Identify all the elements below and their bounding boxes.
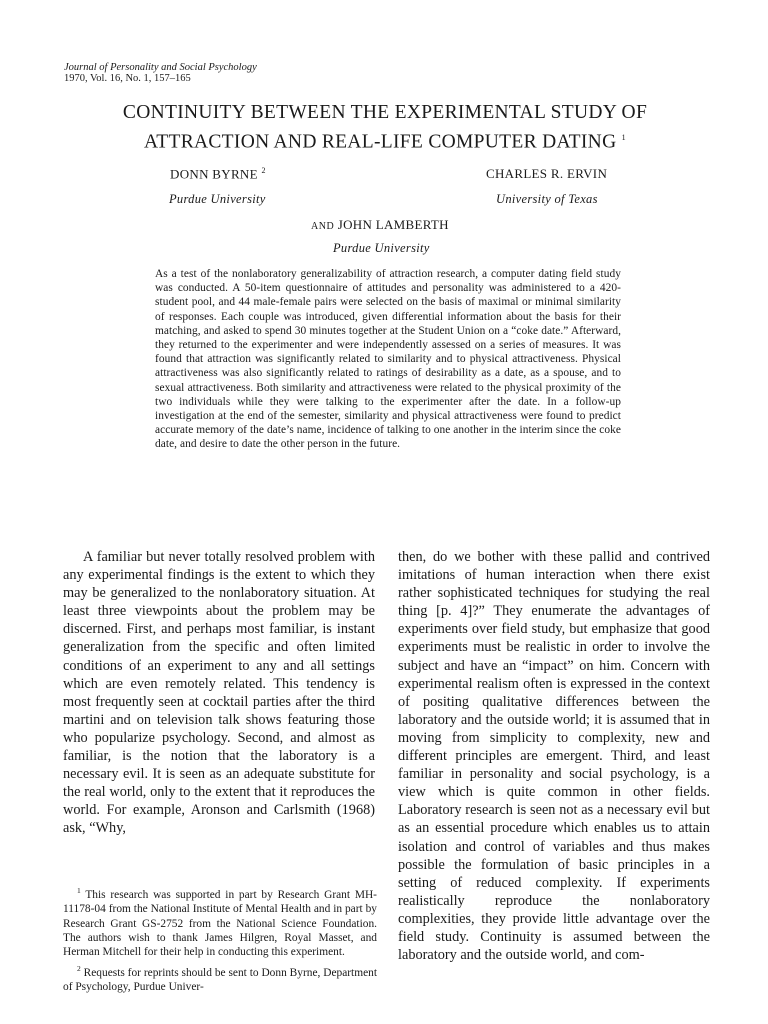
author-1-name: DONN BYRNE [170,166,258,182]
author-2-affiliation: University of Texas [496,192,598,206]
body-column-right [398,548,710,964]
author-1-affiliation: Purdue University [169,192,266,206]
title-footnote-mark: 1 [621,133,626,142]
journal-name: Journal of Personality and Social Psychology [64,62,257,73]
author-3-affiliation: Purdue University [333,241,430,255]
footnote-2-mark: 2 [77,963,81,973]
journal-header [64,62,257,84]
paper-title [60,100,710,155]
author-3-prefix: AND [311,221,335,232]
body-paragraph: A familiar but never totally resolved problem with any experimental findings is the extent to which they may be generalized to the nonlaboratory situation. At least three viewpoints about the problem may be discerned. First, and perhaps most familiar, is instant generalization from the specific and often limited conditions of an experiment to any and all settings which are even remotely related. This tendency is most frequently seen at cocktail parties after the third martini and on television talk shows featuring those who popularize psychology. Second, and almost as familiar, is the notion that the laboratory is a necessary evil. It is seen as an adequate substitute for the real world, only to the extent that it reproduces the world. For example, Aronson and Carlsmith (1968) ask, “Why, [63,549,375,837]
title-line-2-text: ATTRACTION AND REAL-LIFE COMPUTER DATING [144,131,617,153]
footnote-1-mark: 1 [77,886,81,895]
body-paragraph-continued: then, do we bother with these pallid and contrived imitations of human interaction when there exist rather sophisticated techniques for studying the real thing [p. 4]?” They enumerate the advantages of experiments over field study, but emphasize that good experiments must be realistic in order to involve the subject and have an “impact” on him. Concern with experimental realism often is expressed in the context of positing qualitative differences between the laboratory and the outside world; it is assumed that in moving from simplicity to complexity, new and different principles are emergent. Third, and least familiar in personality and social psychology, is a view which is quite common in other fields. Laboratory research is seen not as a necessary evil but as an essential procedure which enables us to attain isolation and control of variables and thus makes possible the formulation of basic principles in a setting of reduced complexity. If experiments realistically reproduce the nonlaboratory complexities, they provide little advantage over the field study. Continuity is assumed between the laboratory and the outside world, and com- [398,549,710,964]
footnote-1 [63,884,377,960]
footnote-2-text: Requests for reprints should be sent to Donn Byrne, Department of Psychology, Purdue Univer- [63,966,378,994]
abstract: As a test of the nonlaboratory generalizability of attraction research, a computer dating field study was conducted. A 50-item questionnaire of attitudes and personality was administered to a 420-student pool, and 44 male-female pairs were selected on the basis of maximal or minimal similarity of responses. Each couple was introduced, given differential information about the basis for their matching, and asked to spend 30 minutes together at the Student Union on a “coke date.” Afterward, they returned to the experimenter and were independently assessed on a series of measures. It was found that attraction was significantly related to similarity and to physical attractiveness. Physical attractiveness was also significantly related to ratings of desirability as a date, as a spouse, and to sexual attractiveness. Both similarity and attractiveness were related to the physical proximity of the two individuals while they were talking to the experimenter after the date. In a follow-up investigation at the end of the semester, similarity and physical attractiveness were found to predict accurate memory of the date’s name, incidence of talking to one another in the interim since the coke date, and desire to date the other person in the future. [155,268,621,451]
author-3 [311,217,449,233]
journal-citation: 1970, Vol. 16, No. 1, 157–165 [64,73,191,84]
author-1 [170,166,266,182]
footnote-2 [63,962,377,995]
body-column-left [63,548,375,838]
title-line-1: CONTINUITY BETWEEN THE EXPERIMENTAL STUDY OF [122,102,648,123]
author-3-name: JOHN LAMBERTH [337,217,449,232]
title-line-2 [60,125,710,155]
footnote-1-text: This research was supported in part by Research Grant MH-11178-04 from the National Institute of Mental Health and in part by Research Grant GS-2752 from the National Science Foundation. The authors wish to thank James Hilgren, Royal Masset, and Herman Mitchell for their help in conducting this experiment. [63,888,377,959]
footnotes [63,884,377,994]
author-1-mark: 2 [261,166,266,175]
author-2-name: CHARLES R. ERVIN [486,166,608,181]
